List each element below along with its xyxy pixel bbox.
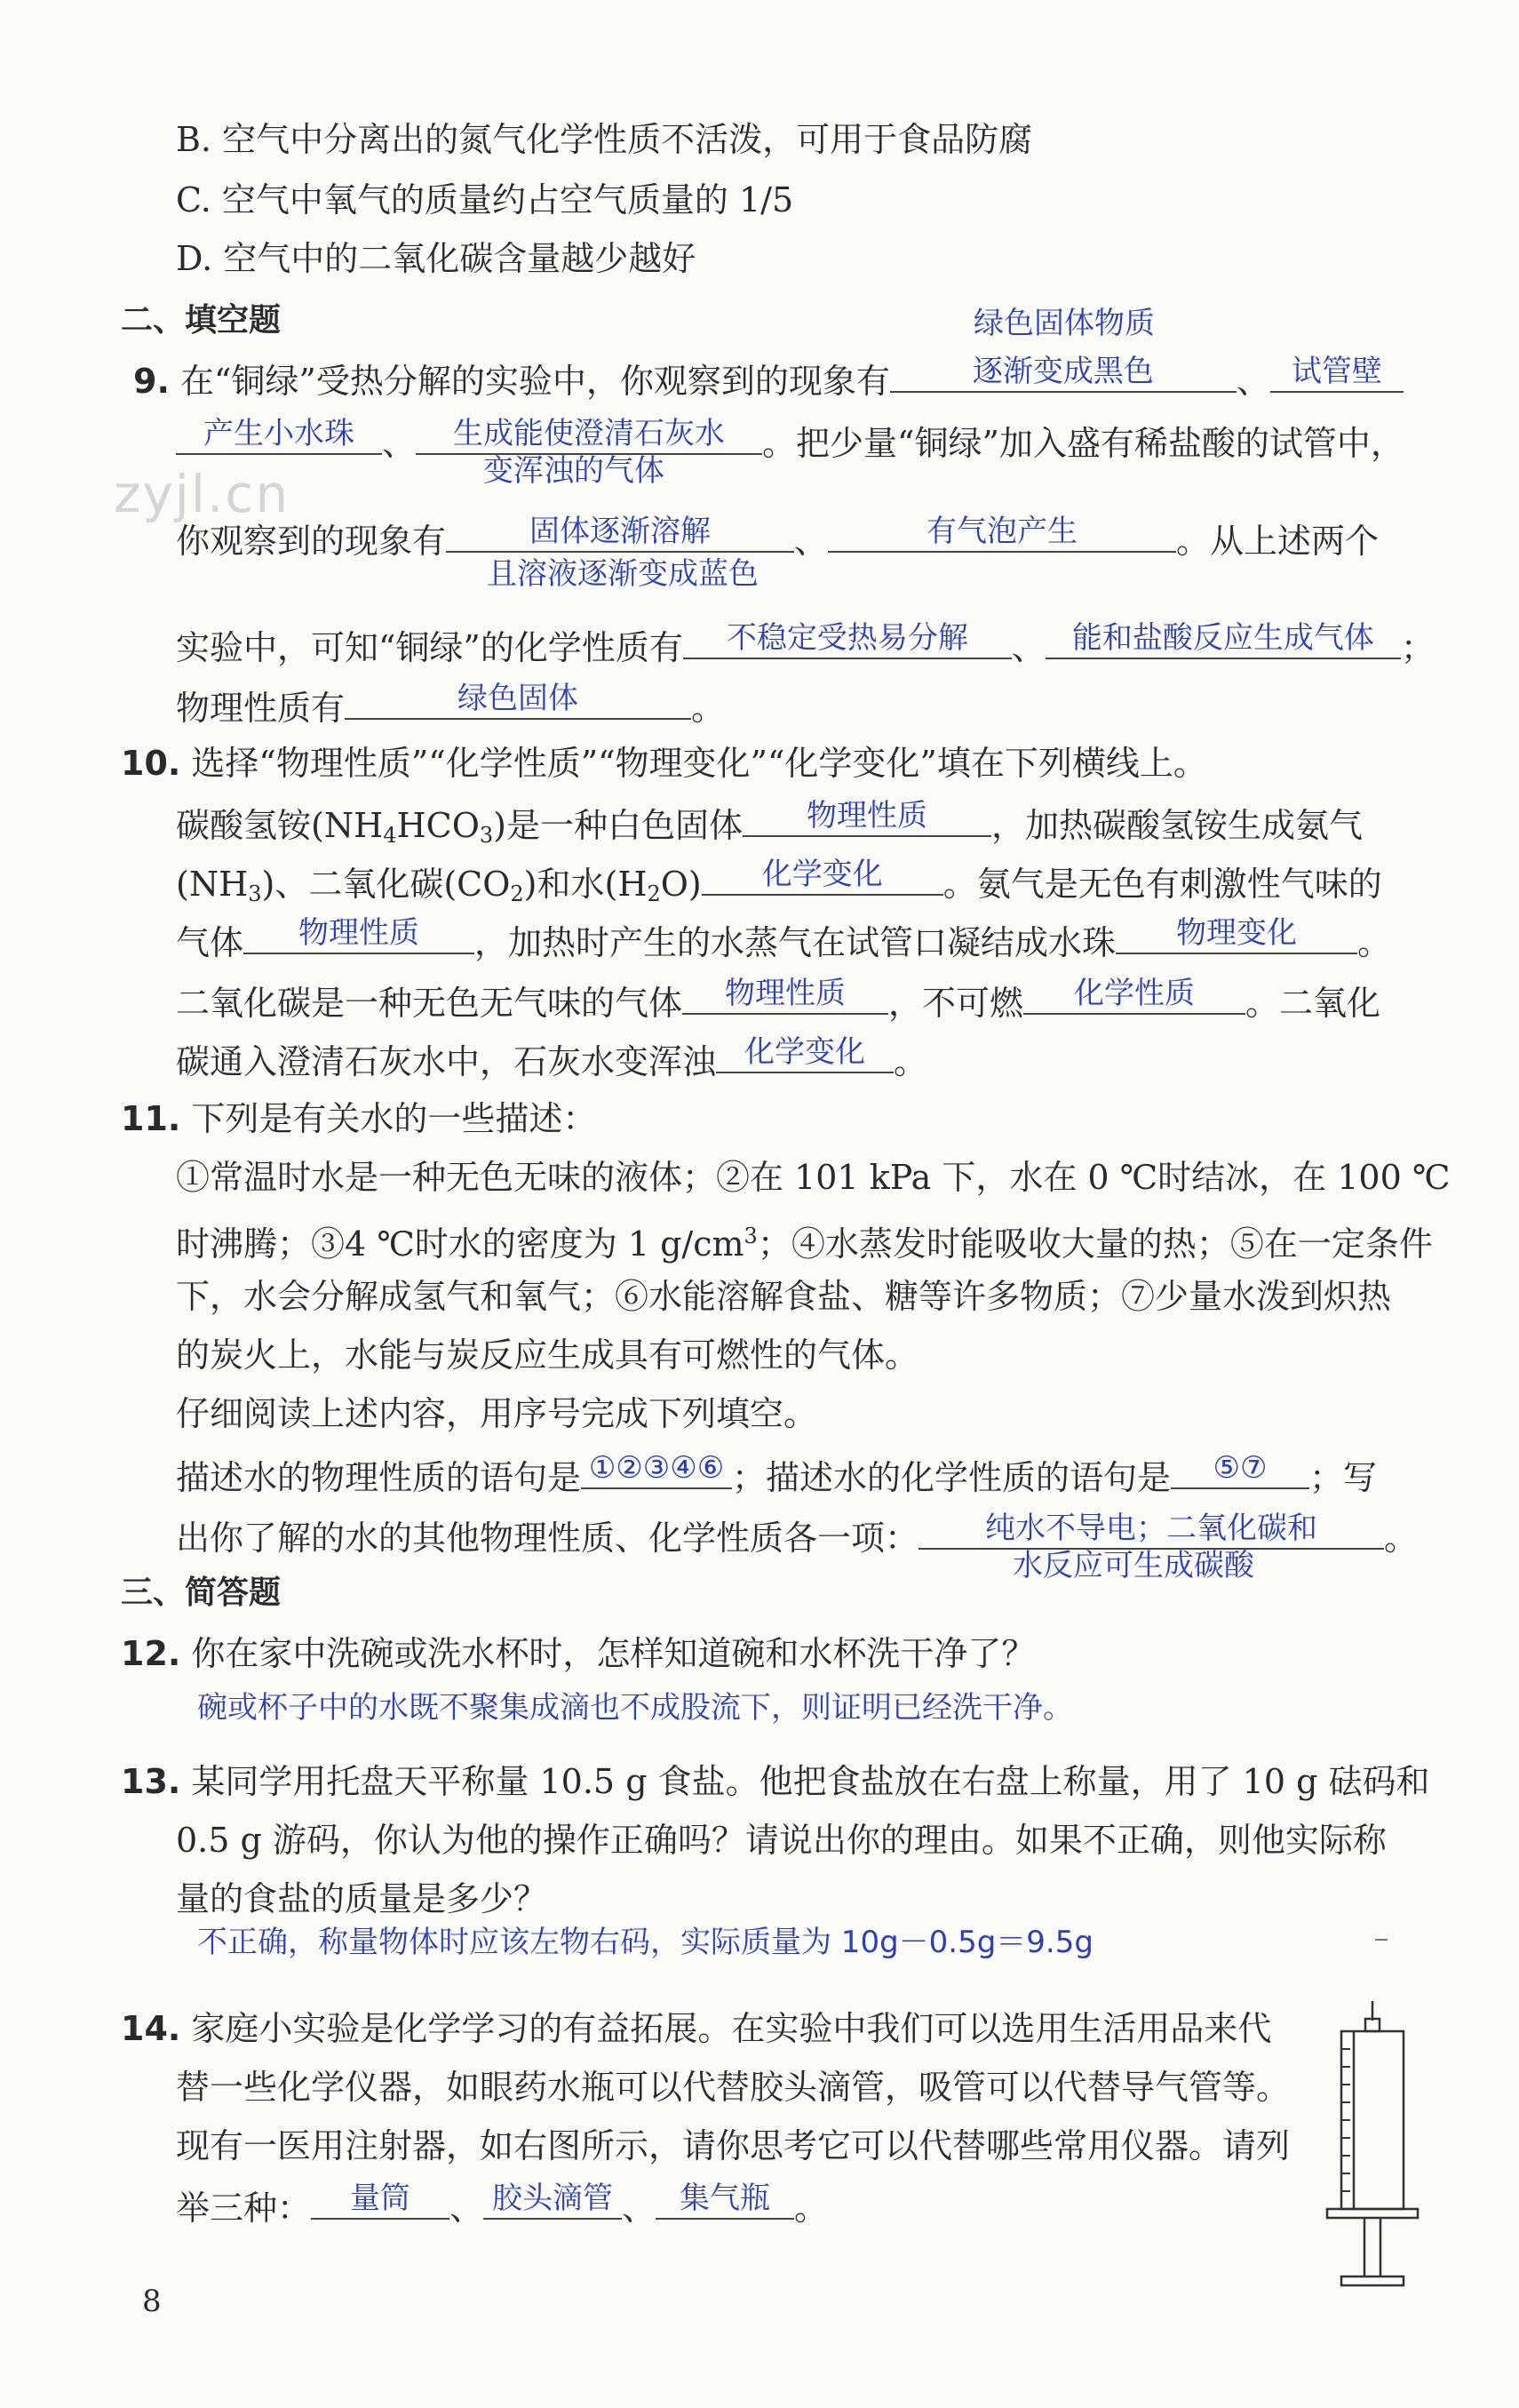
q10-line-5	[176, 976, 1380, 1027]
q10-answer-2: 化学变化	[761, 857, 883, 892]
q14-text-4a: 举三种：	[176, 2189, 312, 2228]
q9-blank-9[interactable]	[345, 681, 691, 720]
q10-sub-h2o: 2	[647, 881, 661, 906]
q10-text-6a: 碳通入澄清石灰水中，石灰水变浑浊	[176, 1042, 717, 1081]
q14-answer-2: 胶头滴管	[492, 2181, 614, 2216]
q14-blank-1[interactable]	[311, 2181, 449, 2220]
q9-number: 9.	[133, 362, 170, 401]
q11-answer-3a: 纯水不导电；二氧化碳和	[985, 1511, 1318, 1546]
q11-line-2: ①常温时水是一种无色无味的液体；②在 101 kPa 下，水在 0 ℃时结冰，在 100 ℃	[176, 1158, 1451, 1197]
q9-blank-6[interactable]	[828, 514, 1176, 553]
q10-answer-4: 物理变化	[1176, 915, 1298, 951]
q10-text-4a: 气体	[176, 923, 244, 962]
margin-dash	[1375, 1939, 1388, 1941]
q11-sup-3: 3	[744, 1224, 758, 1248]
q14-line-2: 替一些化学仪器，如眼药水瓶可以代替胶头滴管，吸管可以代替导气管等。	[176, 2068, 1291, 2107]
q9-text-5: 实验中，可知“铜绿”的化学性质有	[176, 628, 683, 667]
q10-answer-6: 化学性质	[1074, 976, 1196, 1011]
section-short-answer-title: 三、简答题	[121, 1575, 282, 1611]
q9-blank-5[interactable]	[446, 514, 794, 553]
q14-answer-1: 量筒	[350, 2181, 411, 2216]
q9-answer-6: 有气泡产生	[927, 514, 1078, 549]
q9-blank-2[interactable]	[1270, 354, 1404, 393]
q10-sub-nh3: 3	[248, 881, 262, 906]
q14-blank-2[interactable]	[483, 2181, 622, 2220]
q10-text-5a: 二氧化碳是一种无色无气味的气体	[176, 984, 683, 1023]
q12-answer: 碗或杯子中的水既不聚集成滴也不成股流下，则证明已经洗干净。	[197, 1690, 1073, 1726]
q14-number: 14.	[121, 2009, 181, 2048]
q10-answer-7: 化学变化	[744, 1034, 866, 1070]
q9-answer-5b: 且溶液逐渐变成蓝色	[487, 556, 759, 592]
q10-blank-2[interactable]	[702, 857, 943, 896]
q9-answer-1a: 绿色固体物质	[974, 306, 1155, 341]
q11-text-3b: ；④水蒸发时能吸收大量的热；⑤在一定条件	[757, 1224, 1433, 1264]
q11-line-3	[176, 1212, 1433, 1268]
q14-answer-3: 集气瓶	[680, 2181, 771, 2216]
q14-text-1: 家庭小实验是化学学习的有益拓展。在实验中我们可以选用生活用品来代	[191, 2009, 1272, 2048]
q8-option-c: C. 空气中氧气的质量约占空气质量的 1/5	[176, 180, 794, 219]
q13-line-1	[121, 1758, 1430, 1806]
q14-line-3: 现有一医用注射器，如右图所示，请你思考它可以代替哪些常用仪器。请列	[176, 2126, 1291, 2165]
q9-text-1: 在“铜绿”受热分解的实验中，你观察到的现象有	[179, 362, 890, 401]
q9-answer-3: 产生小水珠	[203, 416, 354, 451]
q9-line-4: 实验中，可知“铜绿”的化学性质有 不稳定受热易分解 、 能和盐酸反应生成气体 ；	[176, 620, 1435, 667]
q11-blank-2[interactable]	[1171, 1450, 1309, 1489]
q9-line-3: 你观察到的现象有 固体逐渐溶解 、 有气泡产生 。从上述两个	[176, 514, 1380, 561]
q10-text-5b: ，不可燃	[888, 984, 1024, 1023]
q10-line-3	[176, 857, 1382, 918]
q10-text-4b: ，加热时产生的水蒸气在试管口凝结成水珠	[474, 923, 1117, 962]
q10-sub-3: 3	[479, 823, 494, 848]
q11-text-3a: 时沸腾；③4 ℃时水的密度为 1 g/cm	[176, 1224, 744, 1264]
syringe-illustration	[1324, 1999, 1421, 2292]
q11-line-1	[121, 1095, 596, 1143]
q11-text-1: 下列是有关水的一些描述：	[191, 1099, 597, 1138]
q10-text-2d: ，加热碳酸氢铵生成氨气	[990, 806, 1363, 845]
q10-blank-1[interactable]	[743, 798, 991, 837]
q9-answer-7: 不稳定受热易分解	[726, 620, 968, 656]
q9-blank-4[interactable]	[416, 416, 762, 455]
q12-text-1: 你在家中洗碗或洗水杯时，怎样知道碗和水杯洗干净了？	[191, 1634, 1036, 1673]
q10-blank-4[interactable]	[1116, 915, 1357, 954]
q9-line-2: 产生小水珠 、 生成能使澄清石灰水 。把少量“铜绿”加入盛有稀盐酸的试管中，	[176, 416, 1404, 467]
q10-number: 10.	[121, 744, 181, 783]
q10-blank-7[interactable]	[716, 1034, 894, 1073]
q9-blank-7[interactable]	[683, 620, 1012, 659]
q11-line-6: 仔细阅读上述内容，用序号完成下列填空。	[176, 1394, 818, 1433]
q13-line-2: 0.5 g 游码，你认为他的操作正确吗？请说出你的理由。如果不正确，则他实际称	[176, 1821, 1387, 1860]
q12-line-1	[121, 1630, 1035, 1678]
q11-blank-3[interactable]	[919, 1511, 1384, 1550]
q10-blank-3[interactable]	[243, 915, 474, 954]
q11-text-8a: 出你了解的水的其他物理性质、化学性质各一项：	[176, 1519, 919, 1558]
q10-line-2	[176, 798, 1363, 859]
q11-answer-3b: 水反应可生成碳酸	[1013, 1548, 1254, 1583]
q10-answer-5: 物理性质	[725, 976, 847, 1011]
q10-text-3c: )和水(H	[523, 865, 648, 904]
q10-line-1	[121, 739, 1207, 787]
q10-line-4: 气体 物理性质 ，加热时产生的水蒸气在试管口凝结成水珠 物理变化 。	[176, 915, 1392, 962]
q9-answer-8: 能和盐酸反应生成气体	[1071, 620, 1374, 656]
q12-number: 12.	[121, 1634, 181, 1673]
q10-blank-6[interactable]	[1023, 976, 1245, 1015]
q10-answer-3: 物理性质	[298, 915, 420, 951]
q13-text-1: 某同学用托盘天平称量 10.5 g 食盐。他把食盐放在右盘上称量，用了 10 g 砝码和	[191, 1762, 1430, 1801]
q9-answer-4a: 生成能使澄清石灰水	[453, 416, 726, 451]
q10-sub-co2: 2	[510, 881, 524, 906]
q9-answer-5a: 固体逐渐溶解	[529, 514, 712, 549]
q9-text-3: 你观察到的现象有	[176, 522, 447, 561]
q13-number: 13.	[121, 1762, 181, 1801]
q11-answer-2: ⑤⑦	[1213, 1450, 1268, 1486]
q9-blank-1[interactable]	[890, 354, 1237, 393]
q11-text-7c: ；写	[1309, 1458, 1378, 1497]
q10-sub-4: 4	[383, 823, 397, 848]
q13-line-3: 量的食盐的质量是多少？	[176, 1879, 548, 1918]
q9-blank-8[interactable]	[1046, 620, 1401, 659]
q9-line-1: 9. 在“铜绿”受热分解的实验中，你观察到的现象有 逐渐变成黑色 、 试管壁	[133, 354, 1404, 405]
q10-text-3a: (NH	[176, 865, 249, 904]
q10-text-5c: 。二氧化	[1245, 984, 1381, 1023]
q10-text-3d: O)	[660, 865, 702, 904]
q10-text-2b: HCO	[396, 806, 480, 845]
q11-text-7b: ；描述水的化学性质的语句是	[732, 1458, 1172, 1497]
watermark: zyjl.cn	[114, 464, 290, 524]
q10-text-2c: )是一种白色固体	[493, 806, 743, 845]
q9-answer-1b: 逐渐变成黑色	[972, 354, 1154, 389]
q14-blank-3[interactable]	[656, 2181, 794, 2220]
section-fill-in-title: 二、填空题	[121, 302, 282, 339]
q11-line-7	[176, 1450, 1377, 1502]
q10-text-1: 选择“物理性质”“化学性质”“物理变化”“化学变化”填在下列横线上。	[191, 744, 1207, 783]
q10-text-3b: )、二氧化碳(CO	[261, 865, 511, 904]
q9-answer-2: 试管壁	[1291, 354, 1382, 389]
q10-answer-1: 物理性质	[806, 798, 927, 833]
q10-blank-5[interactable]	[682, 976, 888, 1015]
q11-blank-1[interactable]	[581, 1450, 732, 1489]
q10-text-2a: 碳酸氢铵(NH	[176, 806, 384, 845]
q13-answer: 不正确，称量物体时应该左物右码，实际质量为 10g－0.5g＝9.5g	[197, 1925, 1094, 1960]
q9-text-4: 。从上述两个	[1176, 522, 1380, 561]
q11-number: 11.	[121, 1099, 181, 1138]
q10-line-6: 碳通入澄清石灰水中，石灰水变浑浊 化学变化 。	[176, 1034, 928, 1081]
q10-text-3e: 。氨气是无色有刺激性气味的	[942, 865, 1382, 904]
q9-text-6: 物理性质有	[176, 689, 346, 728]
q9-line-5: 物理性质有 绿色固体 。	[176, 681, 726, 728]
q11-line-8: 出你了解的水的其他物理性质、化学性质各一项： 纯水不导电；二氧化碳和 。	[176, 1511, 1419, 1558]
q9-answer-4b: 变浑浊的气体	[483, 453, 664, 489]
q11-line-4: 下，水会分解成氢气和氧气；⑥水能溶解食盐、糖等许多物质；⑦少量水泼到炽热	[176, 1277, 1392, 1316]
q11-text-7a: 描述水的物理性质的语句是	[176, 1458, 582, 1497]
q8-option-d: D. 空气中的二氧化碳含量越少越好	[176, 239, 696, 278]
q9-answer-9: 绿色固体	[457, 681, 579, 716]
q8-option-b: B. 空气中分离出的氮气化学性质不活泼，可用于食品防腐	[176, 120, 1033, 159]
q14-line-4: 举三种： 量筒 、 胶头滴管 、 集气瓶 。	[176, 2181, 829, 2228]
page-number: 8	[142, 2284, 162, 2319]
q11-line-5: 的炭火上，水能与炭反应生成具有可燃性的气体。	[176, 1336, 919, 1375]
q9-blank-3[interactable]	[176, 416, 382, 455]
q9-text-2: 。把少量“铜绿”加入盛有稀盐酸的试管中，	[762, 424, 1404, 463]
q11-answer-1: ①②③④⑥	[588, 1450, 725, 1486]
q14-line-1	[121, 2005, 1271, 2053]
